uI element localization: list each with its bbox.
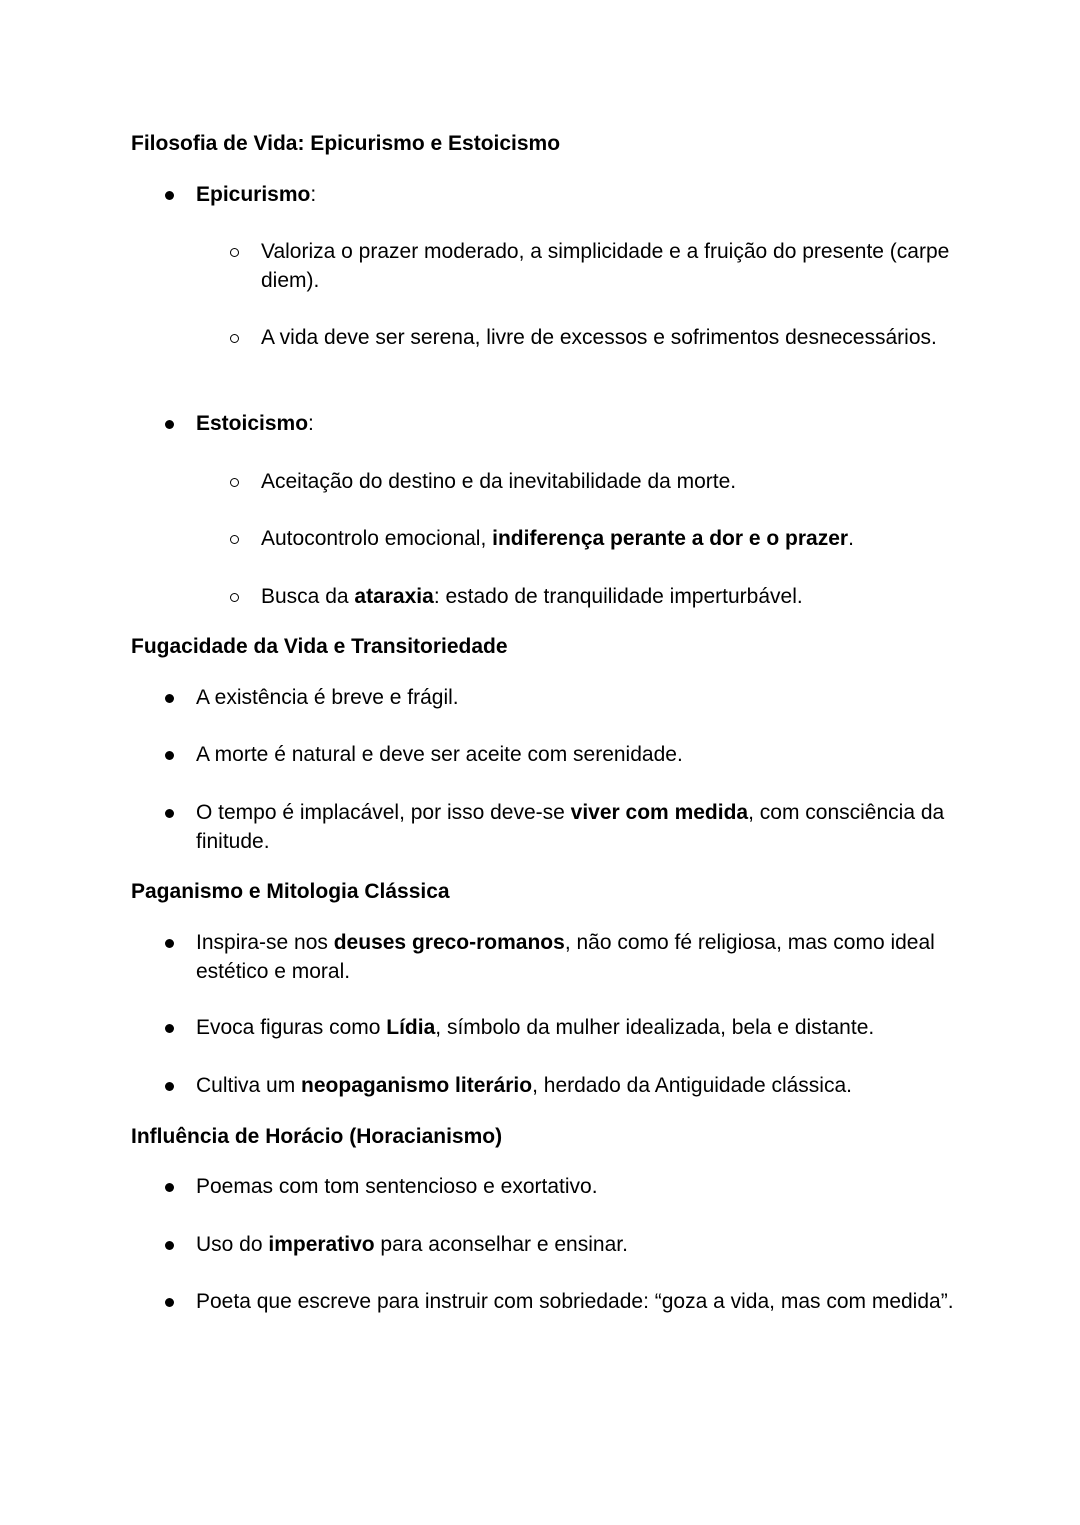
list-item: Evoca figuras como Lídia, símbolo da mulher idealizada, bela e distante. bbox=[196, 1016, 875, 1039]
list-item: Poeta que escreve para instruir com sobriedade: “goza a vida, mas com medida”. bbox=[196, 1290, 954, 1313]
list-item: A existência é breve e frágil. bbox=[196, 686, 459, 709]
list-item: O tempo é implacável, por isso deve-se viver com medida, com consciência da finitude. bbox=[196, 801, 945, 853]
list-item: Busca da ataraxia: estado de tranquilidade imperturbável. bbox=[261, 585, 803, 608]
list-item: Epicurismo: bbox=[196, 183, 317, 206]
list-item: A vida deve ser serena, livre de excessos e sofrimentos desnecessários. bbox=[261, 326, 937, 349]
section-heading: Influência de Horácio (Horacianismo) bbox=[131, 1125, 503, 1148]
list-item: Uso do imperativo para aconselhar e ensinar. bbox=[196, 1233, 628, 1256]
list-item: Poemas com tom sentencioso e exortativo. bbox=[196, 1175, 598, 1198]
list-item: Aceitação do destino e da inevitabilidade da morte. bbox=[261, 470, 737, 493]
list-item: Estoicismo: bbox=[196, 412, 314, 435]
list-item: Inspira-se nos deuses greco-romanos, não como fé religiosa, mas como ideal estético e moral. bbox=[196, 931, 935, 983]
list-item: A morte é natural e deve ser aceite com serenidade. bbox=[196, 743, 683, 766]
list-item: Cultiva um neopaganismo literário, herdado da Antiguidade clássica. bbox=[196, 1074, 852, 1097]
list-item: Valoriza o prazer moderado, a simplicidade e a fruição do presente (carpe diem). bbox=[261, 240, 950, 292]
section-heading: Paganismo e Mitologia Clássica bbox=[131, 880, 450, 903]
list-item: Autocontrolo emocional, indiferença perante a dor e o prazer. bbox=[261, 527, 854, 550]
section-heading: Fugacidade da Vida e Transitoriedade bbox=[131, 635, 508, 658]
section-heading: Filosofia de Vida: Epicurismo e Estoicismo bbox=[131, 132, 561, 155]
